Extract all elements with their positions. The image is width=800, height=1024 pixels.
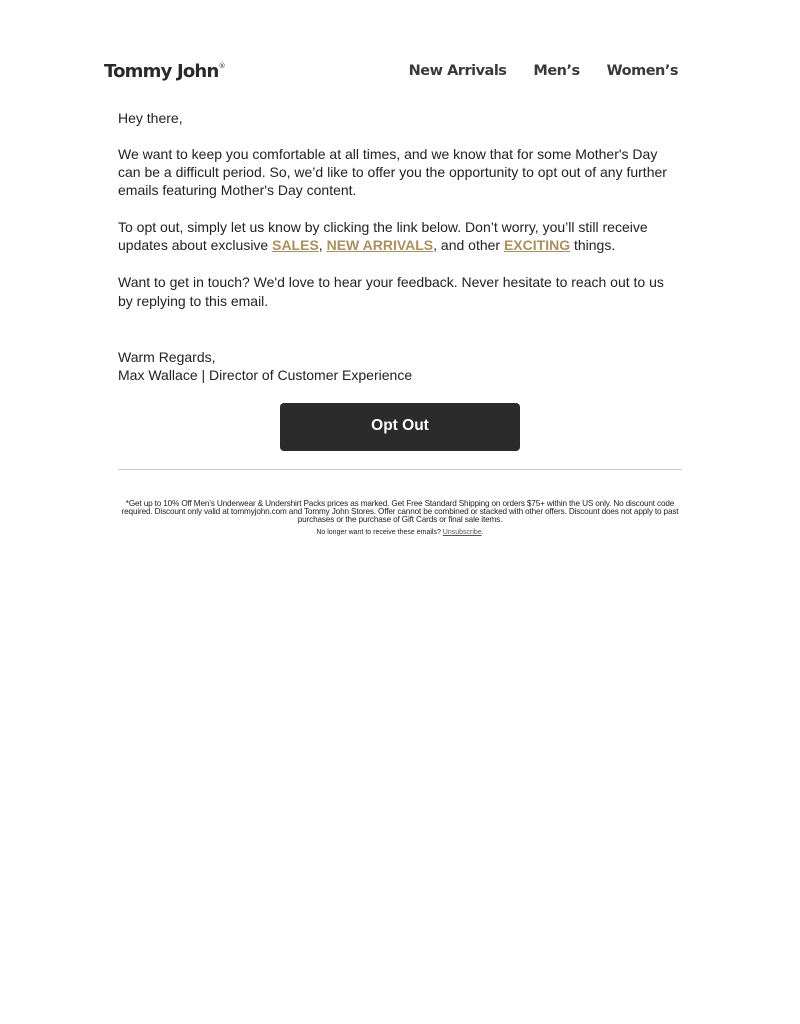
nav-new-arrivals[interactable]: New Arrivals [408, 63, 507, 79]
signature: Max Wallace | Director of Customer Experience [118, 367, 413, 383]
brand-logo[interactable] [104, 61, 225, 82]
paragraph-opt-out-suffix: things. [570, 237, 616, 253]
signoff: Warm Regards, [118, 349, 216, 365]
logo-registered-mark: ® [218, 62, 226, 70]
sales-link[interactable]: SALES [272, 237, 319, 253]
separator-text: , and other [433, 237, 504, 253]
email-header [100, 48, 700, 96]
paragraph-intro: We want to keep you comfortable at all times, and we know that for some Mother's Day can be a difficult period. So, we’d like to offer you the opportunity to opt out of any further emails featuring Mother's Day content. [118, 146, 667, 198]
nav-womens[interactable]: Women’s [606, 63, 678, 79]
logo-text: Tommy John [104, 61, 219, 82]
new-arrivals-link[interactable]: NEW ARRIVALS [326, 237, 434, 253]
exciting-link[interactable]: EXCITING [503, 237, 571, 253]
email-container [100, 48, 700, 537]
nav-mens[interactable]: Men’s [533, 63, 580, 79]
legal-disclaimer: *Get up to 10% Off Men’s Underwear & Undershirt Packs prices as marked. Get Free Standard Shipping on orders $75+ within the US only. No discount code required. Discount only valid at tommyjohn.com and Tommy John Stores. Offer cannot be combined or stacked with other offers. Discount does not apply to past purchases or the purchase of Gift Cards or final sale items. [121, 499, 679, 524]
greeting: Hey there, [118, 110, 183, 126]
button-wrapper [118, 403, 682, 451]
header-nav [382, 63, 678, 79]
paragraph-opt-out [118, 218, 682, 254]
unsubscribe-line [100, 528, 700, 537]
separator-text: , [318, 237, 327, 253]
paragraph-feedback: Want to get in touch? We'd love to hear your feedback. Never hesitate to reach out to us by replying to this email. [118, 274, 664, 309]
unsubscribe-link[interactable]: Unsubscribe [442, 529, 482, 536]
paragraph-opt-out-text: To opt out, simply let us know by clicking the link below. Don’t worry, you’ll still receive updates about exclusive [118, 219, 648, 253]
unsubscribe-suffix: . [481, 529, 484, 536]
email-body [100, 96, 700, 451]
opt-out-button[interactable]: Opt Out [280, 403, 520, 451]
unsubscribe-prompt: No longer want to receive these emails? [316, 529, 443, 536]
